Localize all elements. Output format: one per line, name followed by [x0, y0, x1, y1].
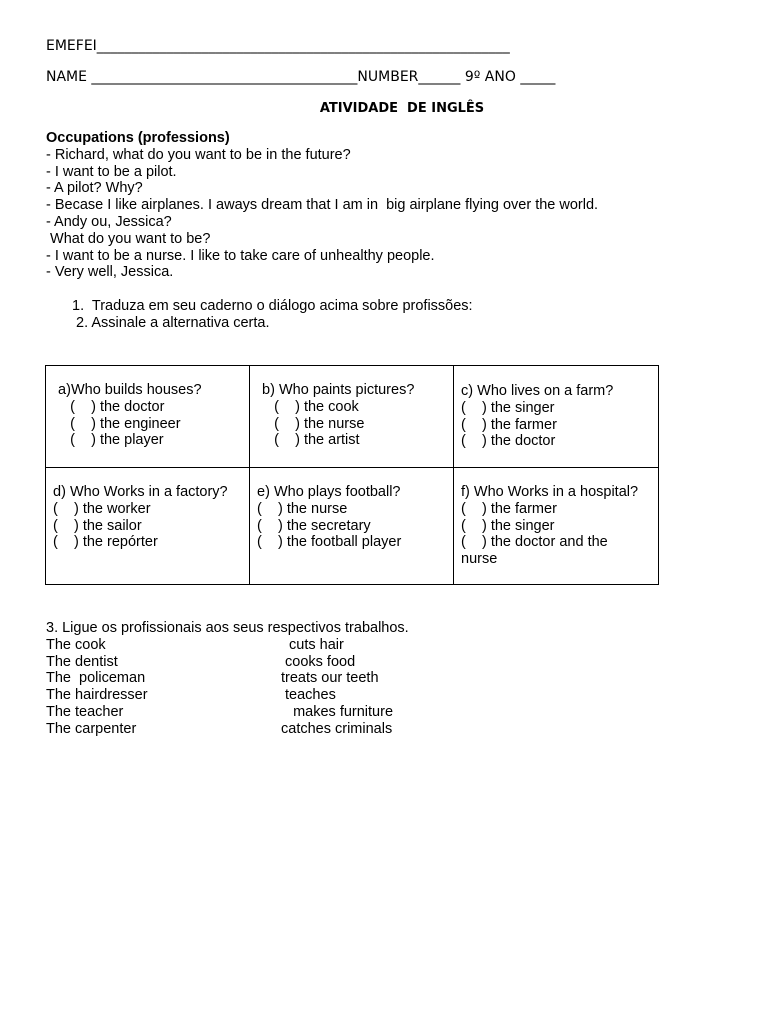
job-description: teaches: [281, 687, 336, 704]
dialog-line: - Very well, Jessica.: [46, 264, 174, 281]
quiz-option[interactable]: ( ) the worker: [49, 500, 151, 517]
quiz-option[interactable]: ( ) the nurse: [254, 415, 365, 432]
instructions: [72, 298, 473, 332]
page-title: ATIVIDADE DE INGLÊS: [319, 101, 485, 116]
profession-label: The cook: [46, 636, 106, 653]
quiz-option[interactable]: ( ) the secretary: [253, 517, 371, 534]
quiz-cell: [454, 468, 659, 585]
matching-row: [46, 654, 409, 671]
quiz-option[interactable]: ( ) the player: [50, 432, 164, 449]
quiz-option-continuation: nurse: [457, 551, 498, 568]
dialog-line: What do you want to be?: [46, 230, 211, 247]
job-description: cuts hair: [281, 636, 344, 653]
profession-label: The hairdresser: [46, 687, 148, 704]
quiz-cell: [250, 468, 454, 585]
quiz-question: c) Who lives on a farm?: [457, 383, 614, 399]
quiz-question: d) Who Works in a factory?: [49, 484, 228, 500]
quiz-option[interactable]: ( ) the singer: [457, 517, 555, 534]
profession-label: The teacher: [46, 703, 124, 720]
quiz-question: b) Who paints pictures?: [254, 382, 415, 398]
quiz-option[interactable]: ( ) the doctor: [50, 398, 165, 415]
job-description: catches criminals: [281, 720, 393, 737]
dialog-line: - I want to be a nurse. I like to take care of unhealthy people.: [46, 247, 435, 264]
dialog-line: - A pilot? Why?: [46, 180, 143, 197]
matching-section: [46, 620, 409, 738]
quiz-option[interactable]: ( ) the sailor: [49, 517, 142, 534]
job-description: treats our teeth: [281, 670, 379, 687]
quiz-option[interactable]: ( ) the doctor: [457, 433, 556, 450]
matching-row: [46, 687, 409, 704]
job-description: makes furniture: [281, 703, 394, 720]
quiz-question: f) Who Works in a hospital?: [457, 484, 639, 500]
quiz-option[interactable]: ( ) the cook: [254, 398, 359, 415]
quiz-option[interactable]: ( ) the artist: [254, 432, 360, 449]
matching-row: [46, 637, 409, 654]
quiz-question: e) Who plays football?: [253, 484, 401, 500]
quiz-cell: [250, 366, 454, 468]
quiz-question: a)Who builds houses?: [50, 382, 202, 398]
matching-row: [46, 721, 409, 738]
job-description: cooks food: [281, 653, 356, 670]
quiz-table: [45, 365, 659, 585]
matching-row: [46, 704, 409, 721]
quiz-option[interactable]: ( ) the repórter: [49, 534, 158, 551]
matching-instruction: 3. Ligue os profissionais aos seus respectivos trabalhos.: [46, 620, 409, 636]
quiz-option[interactable]: ( ) the singer: [457, 399, 555, 416]
profession-label: The policeman: [46, 670, 146, 687]
matching-row: [46, 670, 409, 687]
quiz-option[interactable]: ( ) the doctor and the: [457, 534, 608, 551]
dialog-heading: Occupations (professions): [46, 130, 230, 146]
dialog-line: - Andy ou, Jessica?: [46, 213, 172, 230]
quiz-option[interactable]: ( ) the farmer: [457, 500, 557, 517]
profession-label: The carpenter: [46, 720, 137, 737]
quiz-cell: [454, 366, 659, 468]
dialog-line: - I want to be a pilot.: [46, 163, 177, 180]
dialog-line: - Richard, what do you want to be in the future?: [46, 146, 351, 163]
dialog-line: - Becase I like airplanes. I aways dream that I am in big airplane flying over the world.: [46, 197, 599, 214]
student-info-field: NAME ______________________________________NUMBER______ 9º ANO _____: [46, 69, 556, 85]
quiz-option[interactable]: ( ) the football player: [253, 534, 402, 551]
dialog-section: [46, 130, 598, 281]
school-field: EMEFEI___________________________________________________________: [46, 38, 510, 54]
profession-label: The dentist: [46, 653, 118, 670]
quiz-cell: [46, 468, 250, 585]
instruction-item: 1. Traduza em seu caderno o diálogo acima sobre profissões:: [72, 298, 473, 314]
quiz-option[interactable]: ( ) the nurse: [253, 500, 348, 517]
instruction-item: 2. Assinale a alternativa certa.: [72, 314, 270, 331]
quiz-option[interactable]: ( ) the farmer: [457, 416, 557, 433]
quiz-cell: [46, 366, 250, 468]
quiz-option[interactable]: ( ) the engineer: [50, 415, 181, 432]
